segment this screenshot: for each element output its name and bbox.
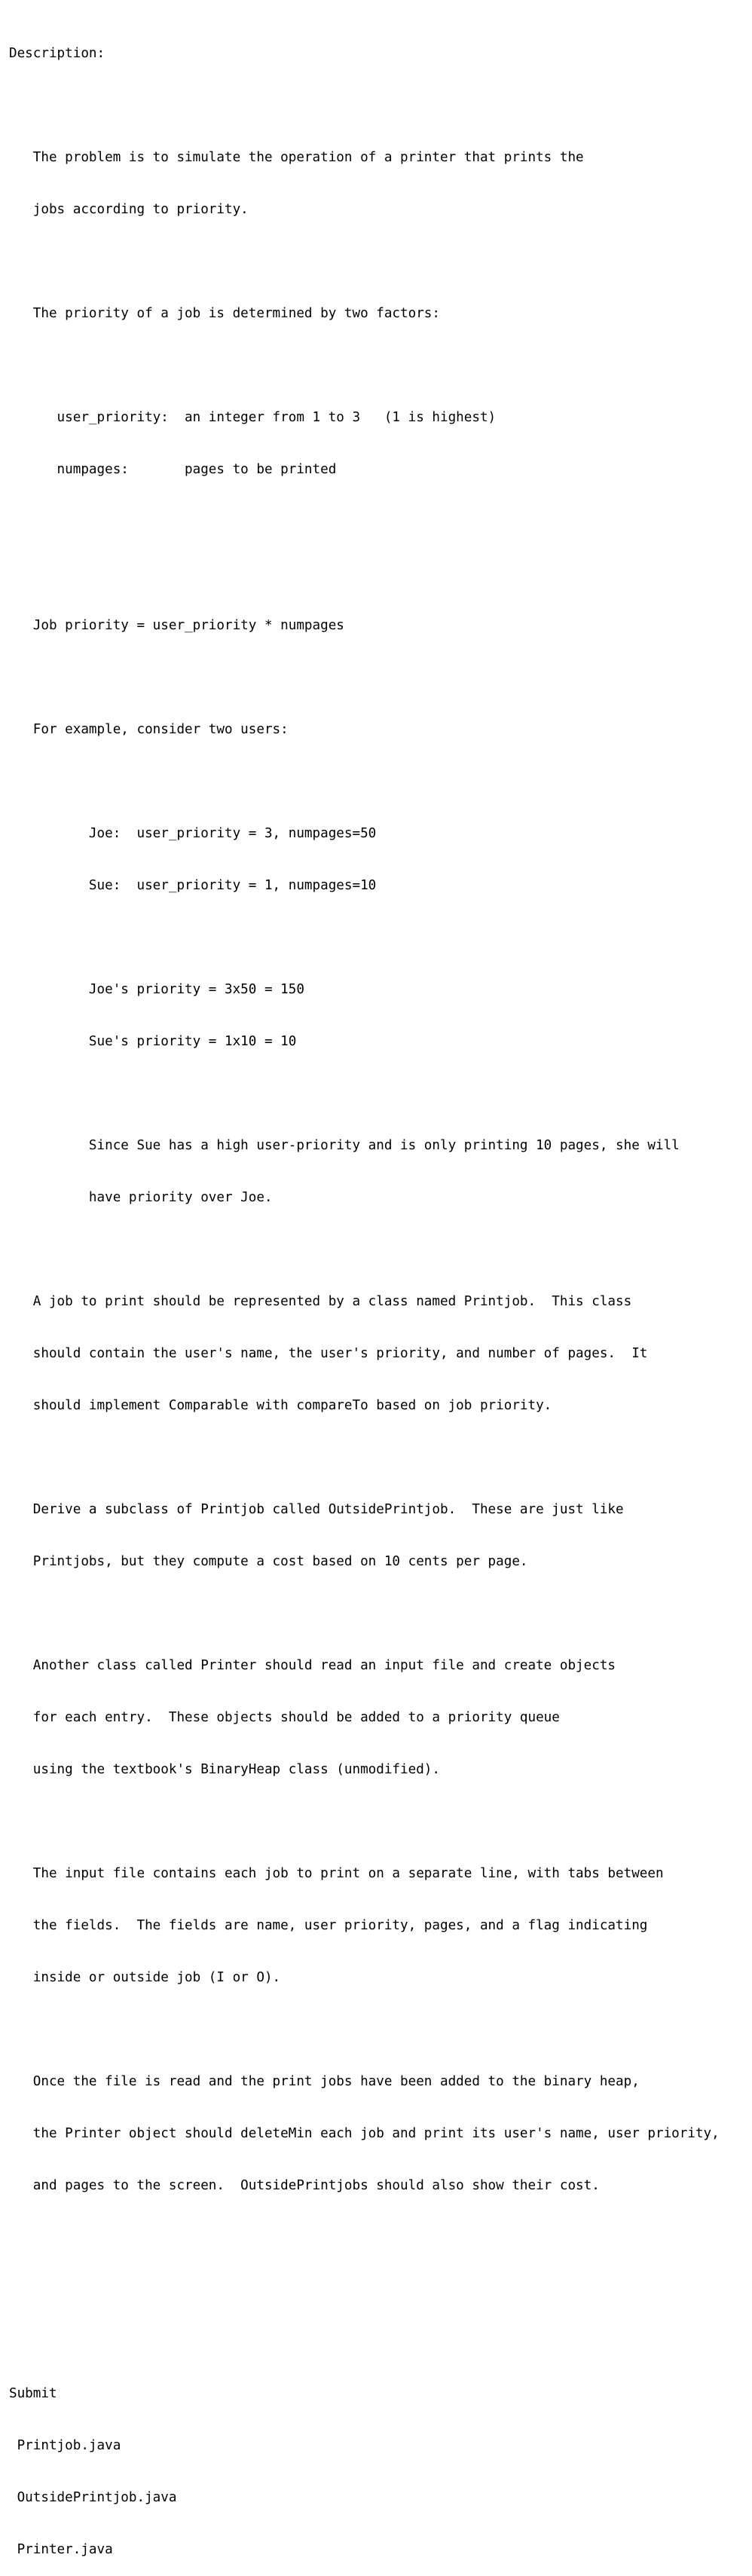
text-line: Sue's priority = 1x10 = 10 <box>9 1034 297 1049</box>
text-line: numpages: pages to be printed <box>9 462 337 477</box>
text-line <box>9 2021 720 2039</box>
text-line <box>9 1085 720 1103</box>
text-line: For example, consider two users: <box>9 722 289 737</box>
submit-file-item: Printer.java <box>9 2542 113 2557</box>
text-line <box>9 253 720 271</box>
text-line: Joe's priority = 3x50 = 150 <box>9 982 304 997</box>
text-line <box>9 773 720 791</box>
text-line: have priority over Joe. <box>9 1190 273 1205</box>
text-line <box>9 2281 720 2299</box>
document-text <box>9 11 720 2576</box>
text-line: The problem is to simulate the operation of a printer that prints the <box>9 150 584 165</box>
text-line <box>9 2333 720 2351</box>
text-line: the fields. The fields are name, user priority, pages, and a flag indicating <box>9 1918 648 1933</box>
text-line: Once the file is read and the print jobs have been added to the binary heap, <box>9 2074 640 2089</box>
text-line <box>9 1241 720 1259</box>
text-line <box>9 1813 720 1831</box>
text-line: Since Sue has a high user-priority and is only printing 10 pages, she will <box>9 1138 680 1153</box>
text-line: Another class called Printer should read an input file and create objects <box>9 1658 616 1673</box>
submit-file-item: OutsidePrintjob.java <box>9 2490 177 2505</box>
text-line <box>9 669 720 687</box>
text-line: should contain the user's name, the user's priority, and number of pages. It <box>9 1346 648 1361</box>
text-line: Derive a subclass of Printjob called OutsidePrintjob. These are just like <box>9 1502 624 1517</box>
text-line: the Printer object should deleteMin each job and print its user's name, user priority, <box>9 2126 720 2141</box>
text-line: The priority of a job is determined by two factors: <box>9 306 440 321</box>
text-line: inside or outside job (I or O). <box>9 1970 281 1985</box>
text-line: The input file contains each job to print on a separate line, with tabs between <box>9 1866 664 1881</box>
text-line: should implement Comparable with compareTo based on job priority. <box>9 1398 552 1413</box>
text-line <box>9 565 720 583</box>
text-line <box>9 1605 720 1623</box>
text-line: Description: <box>9 46 105 61</box>
text-line: A job to print should be represented by a class named Printjob. This class <box>9 1294 632 1309</box>
text-line <box>9 1449 720 1467</box>
submit-heading: Submit <box>9 2386 57 2401</box>
text-line: user_priority: an integer from 1 to 3 (1 is highest) <box>9 410 497 425</box>
text-line <box>9 513 720 531</box>
text-line <box>9 2229 720 2247</box>
text-line: Sue: user_priority = 1, numpages=10 <box>9 878 377 893</box>
text-line <box>9 929 720 947</box>
text-line <box>9 97 720 115</box>
text-line <box>9 357 720 375</box>
text-line: jobs according to priority. <box>9 202 249 217</box>
text-line: Job priority = user_priority * numpages <box>9 618 344 633</box>
submit-file-item: Printjob.java <box>9 2438 121 2453</box>
text-line: Printjobs, but they compute a cost based on 10 cents per page. <box>9 1554 528 1569</box>
text-line: Joe: user_priority = 3, numpages=50 <box>9 826 377 841</box>
text-line: and pages to the screen. OutsidePrintjobs should also show their cost. <box>9 2178 600 2193</box>
text-line: using the textbook's BinaryHeap class (unmodified). <box>9 1762 440 1777</box>
text-line: for each entry. These objects should be added to a priority queue <box>9 1710 560 1725</box>
